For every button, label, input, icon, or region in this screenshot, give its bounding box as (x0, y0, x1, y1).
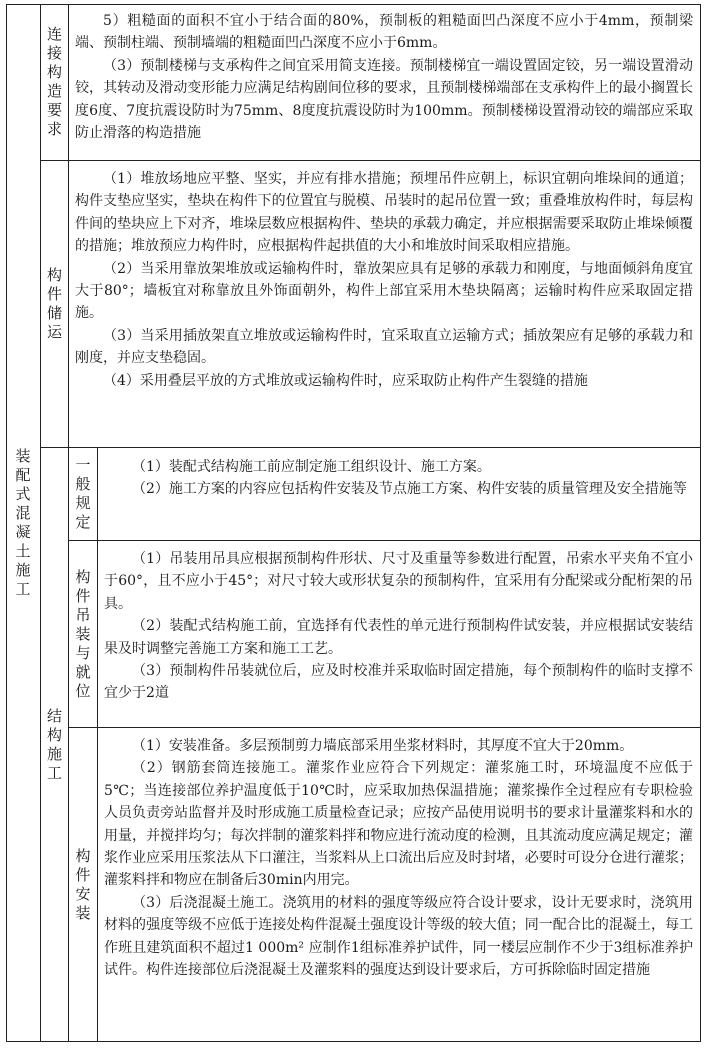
divider (40, 160, 701, 161)
label-storage: 构件储运 (46, 266, 62, 341)
paragraph: （2）装配式结构施工前，宜选择有代表性的单元进行预制构件试安装，并应根据试安装结果及时调整完善施工方案和施工工艺。 (104, 618, 693, 657)
paragraph: （3）后浇混凝土施工。浇筑用的材料的强度等级应符合设计要求，设计无要求时，浇筑用材料的强度等级不应低于连接处构件混凝土强度设计等级的较大值；同一配合比的混凝土，每工作班且建筑面积不超过1 000m² 应制作1组标准养护试件，同一楼层应制作不少于3组标准养护试件。构件连接部位后浇混凝土及灌浆料的强度达到设计要求后，方可拆除临时固定措施 (104, 894, 693, 979)
paragraph: （1）装配式结构施工前应制定施工组织设计、施工方案。 (132, 459, 491, 475)
label-general: 一般规定 (75, 456, 91, 531)
paragraph: （1）堆放场地应平整、坚实，并应有排水措施；预埋吊件应朝上，标识宜朝向堆垛间的通道；构件支垫应坚实，垫块在构件下的位置宜与脱模、吊装时的起吊位置一致；重叠堆放构件时，每层构件间的垫块应上下对齐，堆垛层数应根据构件、垫块的承载力确定，并应根据需要采取防止堆垛倾覆的措施；堆放预应力构件时，应根据构件起拱值的大小和堆放时间采取相应措施。 (75, 171, 693, 255)
hoisting-content (104, 548, 693, 724)
paragraph: （2）钢筋套筒连接施工。灌浆作业应符合下列规定：灌浆施工时，环境温度不应低于5℃；当连接部位养护温度低于10℃时，应采取加热保温措施；灌浆操作全过程应有专职检验人员负责旁站监督并及时形成施工质量检查记录；应按产品使用说明书的要求计量灌浆料和水的用量，并搅拌均匀；每次拌制的灌浆料拌和物应进行流动度的检测，且其流动度应满足规定；灌浆作业应采用压浆法从下口灌注，当浆料从上口流出后应及时封堵，必要时可设分仓进行灌浆；灌浆料拌和物应在制备后30min内用完。 (104, 760, 693, 889)
connection-content (75, 10, 693, 158)
paragraph: （3）预制构件吊装就位后，应及时校准并采取临时固定措施，每个预制构件的临时支撑不宜少于2道 (104, 663, 693, 702)
install-content (104, 735, 693, 1039)
divider (68, 540, 701, 541)
paragraph: （2）施工方案的内容应包括构件安装及节点施工方案、构件安装的质量管理及安全措施等 (132, 481, 687, 498)
divider (97, 447, 98, 1042)
divider (40, 447, 701, 448)
label-main: 装配式混凝土施工 (15, 447, 31, 598)
paragraph: （3）预制楼梯与支承构件之间宜采用简支连接。预制楼梯宜一端设置固定铰，另一端设置滑动铰，其转动及滑动变形能力应满足结构剧间位移的要求，且预制楼梯端部在支承构件上的最小搁置长度6度、7度抗震设防时为75mm、8度度抗震设防时为100mm。预制楼梯设置滑动铰的端部应采取防止滑落的构造措施 (75, 57, 693, 142)
label-structure: 结构施工 (46, 707, 62, 782)
paragraph: 5）粗糙面的面积不宜小于结合面的80%，预制板的粗糙面凹凸深度不应小于4mm，预制梁端、预制柱端、预制墙端的粗糙面凹凸深度不应小于6mm。 (75, 13, 693, 52)
paragraph: （4）采用叠层平放的方式堆放或运输构件时，应采取防止构件产生裂缝的措施 (103, 372, 588, 389)
paragraph: （3）当采用插放架直立堆放或运输构件时，宜采取直立运输方式；插放架应有足够的承载力和刚度，并应支垫稳固。 (75, 327, 693, 367)
label-install: 构件安装 (75, 847, 91, 922)
label-connection: 连接构造要求 (46, 25, 62, 138)
paragraph: （2）当采用靠放架堆放或运输构件时，靠放架应具有足够的承载力和刚度，与地面倾斜角度宜大于80°；墙板宜对称靠放且外饰面朝外，构件上部宜采用木垫块隔离；运输时构件应采取固定措施。 (75, 260, 693, 322)
paragraph: （1）吊装用吊具应根据预制构件形状、尺寸及重量等参数进行配置，吊索水平夹角不宜小于60°，且不应小于45°；对尺寸较大或形状复杂的预制构件，宜采用有分配梁或分配桁架的吊具。 (104, 551, 693, 612)
storage-content (75, 168, 693, 444)
general-content (104, 456, 693, 538)
paragraph: （1）安装准备。多层预制剪力墙底部采用坐浆材料时，其厚度不宜大于20mm。 (132, 738, 634, 754)
divider (68, 727, 701, 728)
label-hoisting: 构件吊装与就位 (75, 567, 91, 700)
